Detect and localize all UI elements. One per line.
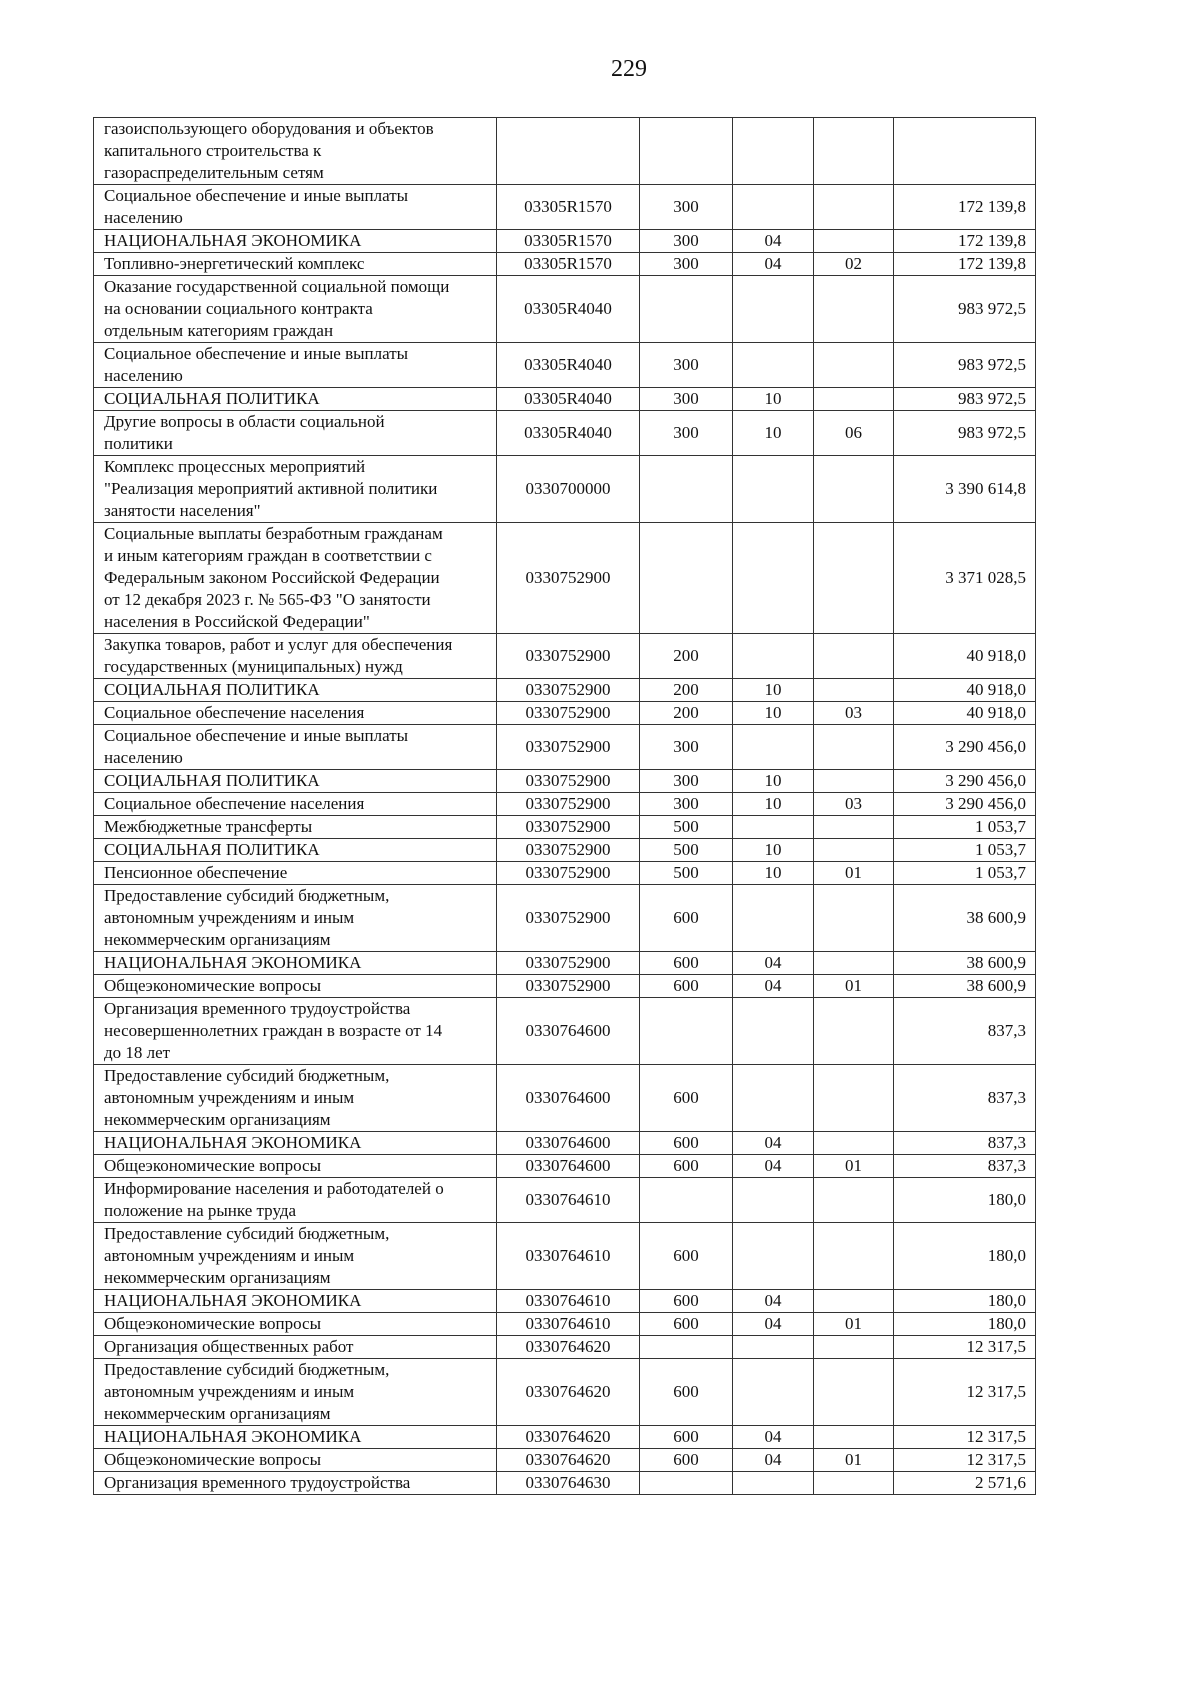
amount-cell: 12 317,5 [894, 1426, 1036, 1449]
expense-type-cell: 300 [640, 185, 733, 230]
table-row [94, 185, 1036, 230]
subsection-cell [814, 1223, 894, 1290]
target-code-cell: 0330764620 [497, 1426, 640, 1449]
section-cell [733, 1359, 814, 1426]
target-code-cell: 0330764600 [497, 998, 640, 1065]
item-name-cell: Предоставление субсидий бюджетным, автономным учреждениям и иным некоммерческим организациям [94, 1359, 497, 1426]
expense-type-cell: 300 [640, 770, 733, 793]
expense-type-cell: 600 [640, 1223, 733, 1290]
section-cell [733, 118, 814, 185]
subsection-cell [814, 770, 894, 793]
table-row [94, 1178, 1036, 1223]
table-row [94, 388, 1036, 411]
table-row [94, 862, 1036, 885]
item-name-cell: Социальное обеспечение и иные выплаты населению [94, 343, 497, 388]
subsection-cell [814, 456, 894, 523]
amount-cell: 180,0 [894, 1178, 1036, 1223]
target-code-cell: 03305R4040 [497, 411, 640, 456]
subsection-cell [814, 1065, 894, 1132]
expense-type-cell: 600 [640, 1132, 733, 1155]
amount-cell: 12 317,5 [894, 1336, 1036, 1359]
table-row [94, 1449, 1036, 1472]
item-name-cell: Общеэкономические вопросы [94, 975, 497, 998]
table-row [94, 975, 1036, 998]
amount-cell: 1 053,7 [894, 816, 1036, 839]
section-cell [733, 1336, 814, 1359]
target-code-cell: 0330764600 [497, 1155, 640, 1178]
expense-type-cell [640, 998, 733, 1065]
item-name-cell: Социальное обеспечение и иные выплаты населению [94, 185, 497, 230]
expense-type-cell: 200 [640, 679, 733, 702]
table-row [94, 1359, 1036, 1426]
expense-type-cell: 200 [640, 702, 733, 725]
item-name-cell: НАЦИОНАЛЬНАЯ ЭКОНОМИКА [94, 1132, 497, 1155]
amount-cell: 12 317,5 [894, 1359, 1036, 1426]
amount-cell: 837,3 [894, 1132, 1036, 1155]
target-code-cell: 0330764610 [497, 1223, 640, 1290]
table-row [94, 276, 1036, 343]
target-code-cell: 0330764610 [497, 1178, 640, 1223]
target-code-cell: 0330752900 [497, 770, 640, 793]
target-code-cell: 0330752900 [497, 839, 640, 862]
section-cell: 04 [733, 1290, 814, 1313]
item-name-cell: Информирование населения и работодателей о положение на рынке труда [94, 1178, 497, 1223]
section-cell: 04 [733, 1132, 814, 1155]
subsection-cell: 01 [814, 1449, 894, 1472]
expense-type-cell: 300 [640, 725, 733, 770]
amount-cell: 172 139,8 [894, 185, 1036, 230]
subsection-cell [814, 1336, 894, 1359]
item-name-cell: Социальные выплаты безработным гражданам и иным категориям граждан в соответствии с Федеральным законом Российской Федерации от 12 декабря 2023 г. № 565-ФЗ "О занятости населения в Российской Федерации" [94, 523, 497, 634]
amount-cell: 180,0 [894, 1290, 1036, 1313]
table-row [94, 1065, 1036, 1132]
subsection-cell [814, 185, 894, 230]
section-cell: 10 [733, 411, 814, 456]
item-name-cell: СОЦИАЛЬНАЯ ПОЛИТИКА [94, 388, 497, 411]
subsection-cell [814, 725, 894, 770]
subsection-cell [814, 679, 894, 702]
expense-type-cell: 600 [640, 1155, 733, 1178]
subsection-cell: 01 [814, 1313, 894, 1336]
amount-cell: 983 972,5 [894, 411, 1036, 456]
subsection-cell [814, 118, 894, 185]
section-cell [733, 885, 814, 952]
target-code-cell: 0330752900 [497, 975, 640, 998]
amount-cell: 172 139,8 [894, 253, 1036, 276]
table-row [94, 1155, 1036, 1178]
section-cell [733, 816, 814, 839]
target-code-cell: 0330752900 [497, 952, 640, 975]
subsection-cell [814, 1359, 894, 1426]
table-row [94, 1472, 1036, 1495]
subsection-cell [814, 388, 894, 411]
amount-cell: 1 053,7 [894, 862, 1036, 885]
item-name-cell: СОЦИАЛЬНАЯ ПОЛИТИКА [94, 770, 497, 793]
amount-cell: 3 290 456,0 [894, 770, 1036, 793]
section-cell [733, 1472, 814, 1495]
table-row [94, 1426, 1036, 1449]
section-cell [733, 725, 814, 770]
amount-cell: 3 390 614,8 [894, 456, 1036, 523]
target-code-cell: 03305R4040 [497, 276, 640, 343]
table-row [94, 839, 1036, 862]
subsection-cell [814, 523, 894, 634]
target-code-cell: 0330752900 [497, 634, 640, 679]
table-row [94, 634, 1036, 679]
expense-type-cell: 300 [640, 388, 733, 411]
target-code-cell: 03305R1570 [497, 253, 640, 276]
item-name-cell: Предоставление субсидий бюджетным, автономным учреждениям и иным некоммерческим организациям [94, 885, 497, 952]
item-name-cell: Другие вопросы в области социальной политики [94, 411, 497, 456]
amount-cell: 38 600,9 [894, 885, 1036, 952]
expense-type-cell: 600 [640, 1065, 733, 1132]
expense-type-cell: 500 [640, 862, 733, 885]
amount-cell: 2 571,6 [894, 1472, 1036, 1495]
table-row [94, 230, 1036, 253]
section-cell [733, 634, 814, 679]
subsection-cell: 02 [814, 253, 894, 276]
amount-cell: 3 290 456,0 [894, 725, 1036, 770]
page-number: 229 [611, 56, 647, 82]
target-code-cell: 0330752900 [497, 885, 640, 952]
expense-type-cell [640, 276, 733, 343]
item-name-cell: СОЦИАЛЬНАЯ ПОЛИТИКА [94, 839, 497, 862]
item-name-cell: Комплекс процессных мероприятий "Реализация мероприятий активной политики занятости населения" [94, 456, 497, 523]
target-code-cell: 03305R4040 [497, 343, 640, 388]
subsection-cell [814, 230, 894, 253]
table-row [94, 118, 1036, 185]
table-row [94, 343, 1036, 388]
item-name-cell: Предоставление субсидий бюджетным, автономным учреждениям и иным некоммерческим организациям [94, 1065, 497, 1132]
expense-type-cell: 500 [640, 816, 733, 839]
subsection-cell [814, 634, 894, 679]
expense-type-cell [640, 523, 733, 634]
subsection-cell [814, 998, 894, 1065]
budget-table [93, 117, 1036, 1495]
item-name-cell: газоиспользующего оборудования и объектов капитального строительства к газораспределительным сетям [94, 118, 497, 185]
section-cell: 04 [733, 1313, 814, 1336]
section-cell [733, 523, 814, 634]
amount-cell: 12 317,5 [894, 1449, 1036, 1472]
amount-cell: 40 918,0 [894, 679, 1036, 702]
table-row [94, 702, 1036, 725]
subsection-cell [814, 1426, 894, 1449]
subsection-cell [814, 343, 894, 388]
section-cell: 04 [733, 1449, 814, 1472]
expense-type-cell: 600 [640, 1359, 733, 1426]
item-name-cell: Топливно-энергетический комплекс [94, 253, 497, 276]
subsection-cell [814, 885, 894, 952]
item-name-cell: Межбюджетные трансферты [94, 816, 497, 839]
section-cell: 10 [733, 702, 814, 725]
table-row [94, 793, 1036, 816]
subsection-cell [814, 1178, 894, 1223]
item-name-cell: Организация временного трудоустройства [94, 1472, 497, 1495]
target-code-cell: 0330764620 [497, 1336, 640, 1359]
section-cell: 04 [733, 253, 814, 276]
subsection-cell [814, 839, 894, 862]
amount-cell: 837,3 [894, 998, 1036, 1065]
amount-cell: 40 918,0 [894, 702, 1036, 725]
expense-type-cell: 600 [640, 952, 733, 975]
target-code-cell: 0330764620 [497, 1359, 640, 1426]
amount-cell: 180,0 [894, 1313, 1036, 1336]
target-code-cell: 0330700000 [497, 456, 640, 523]
table-row [94, 952, 1036, 975]
target-code-cell: 0330752900 [497, 702, 640, 725]
target-code-cell: 03305R1570 [497, 230, 640, 253]
expense-type-cell: 600 [640, 975, 733, 998]
section-cell: 04 [733, 230, 814, 253]
section-cell [733, 998, 814, 1065]
section-cell [733, 456, 814, 523]
amount-cell: 837,3 [894, 1065, 1036, 1132]
item-name-cell: Социальное обеспечение и иные выплаты населению [94, 725, 497, 770]
section-cell: 10 [733, 388, 814, 411]
expense-type-cell: 600 [640, 1426, 733, 1449]
expense-type-cell: 300 [640, 230, 733, 253]
section-cell: 10 [733, 679, 814, 702]
section-cell: 10 [733, 793, 814, 816]
table-row [94, 770, 1036, 793]
expense-type-cell [640, 456, 733, 523]
item-name-cell: Организация временного трудоустройства несовершеннолетних граждан в возрасте от 14 до 18 лет [94, 998, 497, 1065]
table-row [94, 1223, 1036, 1290]
table-row [94, 1132, 1036, 1155]
table-row [94, 253, 1036, 276]
section-cell [733, 1178, 814, 1223]
section-cell [733, 185, 814, 230]
subsection-cell [814, 952, 894, 975]
expense-type-cell: 300 [640, 411, 733, 456]
subsection-cell: 01 [814, 862, 894, 885]
expense-type-cell: 600 [640, 885, 733, 952]
section-cell [733, 1223, 814, 1290]
item-name-cell: Социальное обеспечение населения [94, 702, 497, 725]
amount-cell: 38 600,9 [894, 975, 1036, 998]
item-name-cell: Общеэкономические вопросы [94, 1155, 497, 1178]
section-cell [733, 1065, 814, 1132]
expense-type-cell [640, 1336, 733, 1359]
target-code-cell: 0330764620 [497, 1449, 640, 1472]
expense-type-cell: 300 [640, 343, 733, 388]
target-code-cell: 0330764600 [497, 1065, 640, 1132]
section-cell: 04 [733, 975, 814, 998]
amount-cell [894, 118, 1036, 185]
item-name-cell: Закупка товаров, работ и услуг для обеспечения государственных (муниципальных) нужд [94, 634, 497, 679]
item-name-cell: Общеэкономические вопросы [94, 1313, 497, 1336]
expense-type-cell: 300 [640, 793, 733, 816]
item-name-cell: СОЦИАЛЬНАЯ ПОЛИТИКА [94, 679, 497, 702]
amount-cell: 180,0 [894, 1223, 1036, 1290]
section-cell [733, 343, 814, 388]
target-code-cell [497, 118, 640, 185]
amount-cell: 1 053,7 [894, 839, 1036, 862]
amount-cell: 3 371 028,5 [894, 523, 1036, 634]
section-cell [733, 276, 814, 343]
section-cell: 04 [733, 1155, 814, 1178]
table-body [94, 118, 1036, 1495]
expense-type-cell: 600 [640, 1290, 733, 1313]
expense-type-cell [640, 1472, 733, 1495]
item-name-cell: НАЦИОНАЛЬНАЯ ЭКОНОМИКА [94, 230, 497, 253]
table-row [94, 725, 1036, 770]
item-name-cell: Социальное обеспечение населения [94, 793, 497, 816]
subsection-cell: 01 [814, 975, 894, 998]
item-name-cell: НАЦИОНАЛЬНАЯ ЭКОНОМИКА [94, 1290, 497, 1313]
item-name-cell: Пенсионное обеспечение [94, 862, 497, 885]
item-name-cell: НАЦИОНАЛЬНАЯ ЭКОНОМИКА [94, 952, 497, 975]
target-code-cell: 0330752900 [497, 862, 640, 885]
amount-cell: 40 918,0 [894, 634, 1036, 679]
target-code-cell: 03305R1570 [497, 185, 640, 230]
target-code-cell: 0330764630 [497, 1472, 640, 1495]
subsection-cell: 03 [814, 793, 894, 816]
subsection-cell [814, 816, 894, 839]
table-row [94, 679, 1036, 702]
amount-cell: 837,3 [894, 1155, 1036, 1178]
target-code-cell: 0330752900 [497, 679, 640, 702]
amount-cell: 983 972,5 [894, 276, 1036, 343]
expense-type-cell: 600 [640, 1313, 733, 1336]
table-row [94, 1290, 1036, 1313]
table-row [94, 523, 1036, 634]
amount-cell: 983 972,5 [894, 388, 1036, 411]
section-cell: 10 [733, 862, 814, 885]
target-code-cell: 0330752900 [497, 725, 640, 770]
target-code-cell: 0330764610 [497, 1313, 640, 1336]
expense-type-cell: 500 [640, 839, 733, 862]
subsection-cell [814, 1472, 894, 1495]
section-cell: 04 [733, 952, 814, 975]
item-name-cell: Организация общественных работ [94, 1336, 497, 1359]
target-code-cell: 03305R4040 [497, 388, 640, 411]
section-cell: 04 [733, 1426, 814, 1449]
subsection-cell: 01 [814, 1155, 894, 1178]
expense-type-cell: 600 [640, 1449, 733, 1472]
expense-type-cell: 200 [640, 634, 733, 679]
subsection-cell: 06 [814, 411, 894, 456]
item-name-cell: НАЦИОНАЛЬНАЯ ЭКОНОМИКА [94, 1426, 497, 1449]
subsection-cell [814, 276, 894, 343]
table-row [94, 816, 1036, 839]
subsection-cell [814, 1132, 894, 1155]
table-row [94, 885, 1036, 952]
section-cell: 10 [733, 839, 814, 862]
table-row [94, 998, 1036, 1065]
target-code-cell: 0330752900 [497, 793, 640, 816]
target-code-cell: 0330764610 [497, 1290, 640, 1313]
table-row [94, 456, 1036, 523]
section-cell: 10 [733, 770, 814, 793]
table-row [94, 411, 1036, 456]
target-code-cell: 0330764600 [497, 1132, 640, 1155]
amount-cell: 983 972,5 [894, 343, 1036, 388]
expense-type-cell: 300 [640, 253, 733, 276]
amount-cell: 38 600,9 [894, 952, 1036, 975]
amount-cell: 172 139,8 [894, 230, 1036, 253]
subsection-cell: 03 [814, 702, 894, 725]
expense-type-cell [640, 118, 733, 185]
item-name-cell: Предоставление субсидий бюджетным, автономным учреждениям и иным некоммерческим организациям [94, 1223, 497, 1290]
target-code-cell: 0330752900 [497, 523, 640, 634]
table-row [94, 1336, 1036, 1359]
table-row [94, 1313, 1036, 1336]
subsection-cell [814, 1290, 894, 1313]
item-name-cell: Оказание государственной социальной помощи на основании социального контракта отдельным категориям граждан [94, 276, 497, 343]
target-code-cell: 0330752900 [497, 816, 640, 839]
item-name-cell: Общеэкономические вопросы [94, 1449, 497, 1472]
amount-cell: 3 290 456,0 [894, 793, 1036, 816]
expense-type-cell [640, 1178, 733, 1223]
